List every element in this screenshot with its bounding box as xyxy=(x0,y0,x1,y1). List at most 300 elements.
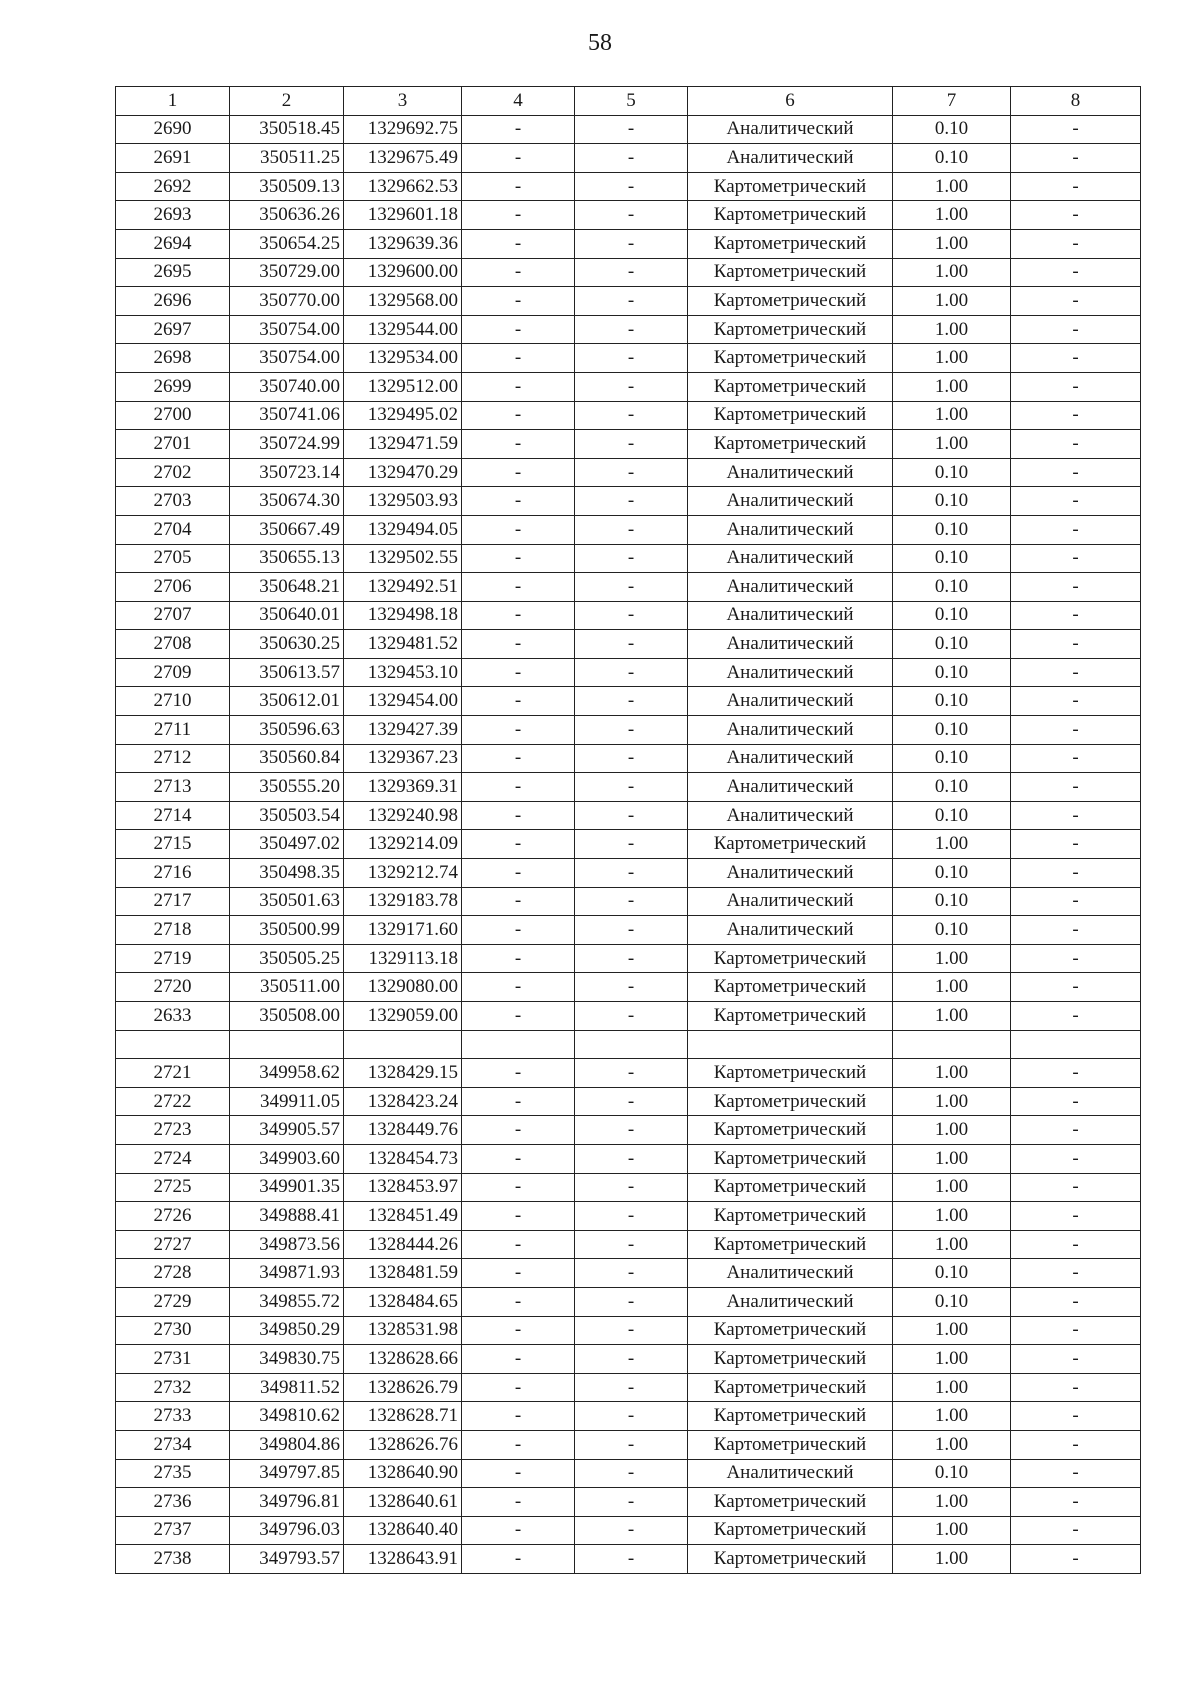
cell-method: Аналитический xyxy=(688,601,893,630)
cell-col-4: - xyxy=(462,1545,575,1574)
cell-col-8: - xyxy=(1011,1230,1141,1259)
cell-col-4: - xyxy=(462,1430,575,1459)
cell-col-5: - xyxy=(575,115,688,144)
cell-coord-y: 1328628.71 xyxy=(344,1402,462,1431)
cell-point-number: 2715 xyxy=(116,830,230,859)
cell-method: Картометрический xyxy=(688,1144,893,1173)
cell-accuracy: 1.00 xyxy=(893,229,1011,258)
table-row xyxy=(116,1230,1141,1259)
cell-col-4: - xyxy=(462,487,575,516)
cell-coord-y: 1328531.98 xyxy=(344,1316,462,1345)
cell-point-number: 2705 xyxy=(116,544,230,573)
cell-accuracy: 0.10 xyxy=(893,916,1011,945)
cell-accuracy: 1.00 xyxy=(893,1516,1011,1545)
cell-col-8: - xyxy=(1011,487,1141,516)
cell-col-4: - xyxy=(462,144,575,173)
cell-coord-y: 1329544.00 xyxy=(344,315,462,344)
cell-method: Картометрический xyxy=(688,1173,893,1202)
cell-method: Картометрический xyxy=(688,372,893,401)
cell-method: Картометрический xyxy=(688,430,893,459)
cell-coord-x: 349911.05 xyxy=(230,1087,344,1116)
cell-point-number: 2694 xyxy=(116,229,230,258)
cell-point-number: 2701 xyxy=(116,430,230,459)
cell-col-8: - xyxy=(1011,687,1141,716)
cell-col-5: - xyxy=(575,1230,688,1259)
cell-method: Аналитический xyxy=(688,515,893,544)
cell-col-8: - xyxy=(1011,515,1141,544)
cell-coord-y: 1328484.65 xyxy=(344,1287,462,1316)
cell-col-4: - xyxy=(462,115,575,144)
cell-point-number: 2698 xyxy=(116,344,230,373)
cell-coord-x: 349905.57 xyxy=(230,1116,344,1145)
cell-col-4: - xyxy=(462,1173,575,1202)
cell-coord-y: 1329113.18 xyxy=(344,944,462,973)
cell-accuracy: 0.10 xyxy=(893,487,1011,516)
cell-col-5 xyxy=(575,1030,688,1059)
cell-coord-y: 1329512.00 xyxy=(344,372,462,401)
cell-accuracy: 1.00 xyxy=(893,1002,1011,1031)
table-row xyxy=(116,1316,1141,1345)
table-row xyxy=(116,515,1141,544)
table-row xyxy=(116,1059,1141,1088)
cell-method: Аналитический xyxy=(688,544,893,573)
cell-accuracy: 0.10 xyxy=(893,573,1011,602)
cell-method: Аналитический xyxy=(688,1287,893,1316)
cell-point-number: 2727 xyxy=(116,1230,230,1259)
cell-col-8: - xyxy=(1011,1144,1141,1173)
cell-method: Картометрический xyxy=(688,1345,893,1374)
cell-accuracy: 0.10 xyxy=(893,887,1011,916)
cell-method: Картометрический xyxy=(688,344,893,373)
cell-col-5: - xyxy=(575,1430,688,1459)
cell-coord-y: 1329534.00 xyxy=(344,344,462,373)
table-row xyxy=(116,458,1141,487)
table-row xyxy=(116,944,1141,973)
cell-point-number: 2724 xyxy=(116,1144,230,1173)
cell-col-5: - xyxy=(575,687,688,716)
cell-coord-x: 349888.41 xyxy=(230,1202,344,1231)
cell-col-4: - xyxy=(462,172,575,201)
table-row xyxy=(116,287,1141,316)
cell-col-4: - xyxy=(462,544,575,573)
cell-point-number: 2729 xyxy=(116,1287,230,1316)
cell-col-5: - xyxy=(575,401,688,430)
cell-coord-x: 350500.99 xyxy=(230,916,344,945)
cell-method: Аналитический xyxy=(688,887,893,916)
cell-col-4: - xyxy=(462,229,575,258)
table-row xyxy=(116,1545,1141,1574)
cell-col-8: - xyxy=(1011,601,1141,630)
cell-col-8: - xyxy=(1011,916,1141,945)
cell-coord-y: 1328453.97 xyxy=(344,1173,462,1202)
table-row xyxy=(116,1144,1141,1173)
cell-method: Аналитический xyxy=(688,487,893,516)
cell-col-5: - xyxy=(575,1259,688,1288)
cell-col-8: - xyxy=(1011,201,1141,230)
cell-col-8: - xyxy=(1011,144,1141,173)
cell-col-8 xyxy=(1011,1030,1141,1059)
cell-point-number: 2726 xyxy=(116,1202,230,1231)
column-header-2: 2 xyxy=(230,87,344,116)
column-header-7: 7 xyxy=(893,87,1011,116)
cell-method: Картометрический xyxy=(688,1545,893,1574)
cell-accuracy: 1.00 xyxy=(893,1059,1011,1088)
cell-col-8: - xyxy=(1011,315,1141,344)
cell-col-5: - xyxy=(575,573,688,602)
table-row xyxy=(116,1430,1141,1459)
cell-coord-y: 1329675.49 xyxy=(344,144,462,173)
cell-coord-x: 350613.57 xyxy=(230,658,344,687)
cell-coord-y: 1328626.79 xyxy=(344,1373,462,1402)
cell-point-number: 2699 xyxy=(116,372,230,401)
cell-point-number: 2710 xyxy=(116,687,230,716)
cell-col-8: - xyxy=(1011,344,1141,373)
table-body xyxy=(116,115,1141,1573)
cell-point-number: 2731 xyxy=(116,1345,230,1374)
cell-method: Аналитический xyxy=(688,458,893,487)
cell-method: Аналитический xyxy=(688,773,893,802)
cell-point-number: 2728 xyxy=(116,1259,230,1288)
table-row xyxy=(116,973,1141,1002)
cell-method: Аналитический xyxy=(688,658,893,687)
cell-coord-y: 1329369.31 xyxy=(344,773,462,802)
cell-col-5: - xyxy=(575,1516,688,1545)
cell-coord-y: 1328454.73 xyxy=(344,1144,462,1173)
table-row xyxy=(116,1002,1141,1031)
cell-accuracy: 1.00 xyxy=(893,344,1011,373)
cell-accuracy: 0.10 xyxy=(893,744,1011,773)
cell-coord-x: 350667.49 xyxy=(230,515,344,544)
cell-col-4: - xyxy=(462,515,575,544)
cell-point-number: 2738 xyxy=(116,1545,230,1574)
cell-accuracy: 1.00 xyxy=(893,973,1011,1002)
cell-col-4: - xyxy=(462,973,575,1002)
cell-col-4: - xyxy=(462,744,575,773)
cell-accuracy: 1.00 xyxy=(893,287,1011,316)
cell-col-4: - xyxy=(462,1059,575,1088)
cell-coord-x: 350655.13 xyxy=(230,544,344,573)
cell-accuracy: 0.10 xyxy=(893,658,1011,687)
cell-col-5: - xyxy=(575,229,688,258)
cell-coord-x: 350555.20 xyxy=(230,773,344,802)
table-row xyxy=(116,801,1141,830)
cell-coord-x: 350740.00 xyxy=(230,372,344,401)
cell-coord-x: 350674.30 xyxy=(230,487,344,516)
cell-accuracy: 1.00 xyxy=(893,430,1011,459)
cell-method: Аналитический xyxy=(688,144,893,173)
cell-method: Аналитический xyxy=(688,687,893,716)
cell-coord-x: 349796.81 xyxy=(230,1488,344,1517)
cell-col-5: - xyxy=(575,544,688,573)
cell-col-4: - xyxy=(462,458,575,487)
table-row xyxy=(116,1459,1141,1488)
cell-coord-y: 1329171.60 xyxy=(344,916,462,945)
cell-coord-y: 1329183.78 xyxy=(344,887,462,916)
cell-coord-x: 350518.45 xyxy=(230,115,344,144)
cell-col-4: - xyxy=(462,315,575,344)
cell-col-4: - xyxy=(462,601,575,630)
table-row xyxy=(116,372,1141,401)
cell-col-5: - xyxy=(575,372,688,401)
cell-col-5: - xyxy=(575,630,688,659)
cell-point-number: 2716 xyxy=(116,859,230,888)
cell-col-8: - xyxy=(1011,573,1141,602)
cell-col-4: - xyxy=(462,1259,575,1288)
cell-col-5: - xyxy=(575,887,688,916)
cell-point-number: 2733 xyxy=(116,1402,230,1431)
table-row xyxy=(116,830,1141,859)
cell-accuracy: 1.00 xyxy=(893,172,1011,201)
cell-col-8: - xyxy=(1011,744,1141,773)
table-row xyxy=(116,1488,1141,1517)
cell-coord-x: 350497.02 xyxy=(230,830,344,859)
cell-point-number: 2709 xyxy=(116,658,230,687)
cell-method: Картометрический xyxy=(688,830,893,859)
cell-point-number: 2708 xyxy=(116,630,230,659)
table-row xyxy=(116,1402,1141,1431)
cell-col-4: - xyxy=(462,944,575,973)
cell-col-5: - xyxy=(575,258,688,287)
cell-coord-x: 350640.01 xyxy=(230,601,344,630)
cell-col-8: - xyxy=(1011,1316,1141,1345)
cell-coord-y: 1329503.93 xyxy=(344,487,462,516)
cell-col-8: - xyxy=(1011,115,1141,144)
cell-coord-y: 1328643.91 xyxy=(344,1545,462,1574)
cell-coord-x: 350741.06 xyxy=(230,401,344,430)
cell-coord-x: 350630.25 xyxy=(230,630,344,659)
table-row xyxy=(116,773,1141,802)
cell-col-8: - xyxy=(1011,1459,1141,1488)
cell-point-number: 2736 xyxy=(116,1488,230,1517)
cell-coord-x: 350729.00 xyxy=(230,258,344,287)
cell-method: Картометрический xyxy=(688,1316,893,1345)
coordinates-table xyxy=(115,86,1141,1574)
cell-col-8: - xyxy=(1011,401,1141,430)
cell-method: Картометрический xyxy=(688,172,893,201)
cell-coord-x xyxy=(230,1030,344,1059)
cell-col-8: - xyxy=(1011,716,1141,745)
cell-coord-x: 349796.03 xyxy=(230,1516,344,1545)
cell-coord-y: 1329214.09 xyxy=(344,830,462,859)
cell-point-number: 2734 xyxy=(116,1430,230,1459)
cell-accuracy: 0.10 xyxy=(893,630,1011,659)
table-row xyxy=(116,630,1141,659)
cell-method: Картометрический xyxy=(688,1373,893,1402)
table-row xyxy=(116,1345,1141,1374)
cell-accuracy xyxy=(893,1030,1011,1059)
cell-col-5: - xyxy=(575,973,688,1002)
cell-col-8: - xyxy=(1011,658,1141,687)
cell-col-4: - xyxy=(462,401,575,430)
column-header-4: 4 xyxy=(462,87,575,116)
cell-point-number: 2712 xyxy=(116,744,230,773)
cell-method: Картометрический xyxy=(688,315,893,344)
cell-coord-y: 1329502.55 xyxy=(344,544,462,573)
cell-coord-x: 349830.75 xyxy=(230,1345,344,1374)
cell-method: Аналитический xyxy=(688,744,893,773)
table-row xyxy=(116,859,1141,888)
cell-coord-x: 349811.52 xyxy=(230,1373,344,1402)
cell-col-8: - xyxy=(1011,1059,1141,1088)
cell-col-8: - xyxy=(1011,944,1141,973)
cell-col-5: - xyxy=(575,1202,688,1231)
cell-col-8: - xyxy=(1011,172,1141,201)
cell-col-5: - xyxy=(575,1545,688,1574)
table-row xyxy=(116,1202,1141,1231)
cell-coord-x: 350511.25 xyxy=(230,144,344,173)
cell-col-5: - xyxy=(575,1316,688,1345)
cell-accuracy: 0.10 xyxy=(893,515,1011,544)
cell-col-4: - xyxy=(462,801,575,830)
cell-col-8: - xyxy=(1011,1373,1141,1402)
cell-col-8: - xyxy=(1011,1173,1141,1202)
cell-point-number: 2730 xyxy=(116,1316,230,1345)
table-header-row xyxy=(116,87,1141,116)
cell-coord-x: 350636.26 xyxy=(230,201,344,230)
cell-point-number: 2693 xyxy=(116,201,230,230)
cell-col-8: - xyxy=(1011,1259,1141,1288)
cell-method: Картометрический xyxy=(688,1402,893,1431)
cell-col-4: - xyxy=(462,1287,575,1316)
cell-point-number: 2700 xyxy=(116,401,230,430)
cell-method: Картометрический xyxy=(688,1059,893,1088)
cell-col-5: - xyxy=(575,1116,688,1145)
table-row xyxy=(116,201,1141,230)
cell-accuracy: 1.00 xyxy=(893,1373,1011,1402)
cell-col-4: - xyxy=(462,1116,575,1145)
cell-point-number: 2704 xyxy=(116,515,230,544)
cell-accuracy: 1.00 xyxy=(893,1116,1011,1145)
cell-coord-y: 1329498.18 xyxy=(344,601,462,630)
cell-coord-x: 349797.85 xyxy=(230,1459,344,1488)
cell-accuracy: 0.10 xyxy=(893,859,1011,888)
cell-coord-y: 1328444.26 xyxy=(344,1230,462,1259)
cell-col-8: - xyxy=(1011,973,1141,1002)
table-row xyxy=(116,1287,1141,1316)
table-row xyxy=(116,544,1141,573)
cell-point-number: 2703 xyxy=(116,487,230,516)
table-row xyxy=(116,1516,1141,1545)
table-row xyxy=(116,1259,1141,1288)
cell-col-5: - xyxy=(575,287,688,316)
cell-col-5: - xyxy=(575,1144,688,1173)
cell-coord-y: 1329692.75 xyxy=(344,115,462,144)
cell-coord-x: 350511.00 xyxy=(230,973,344,1002)
table-row xyxy=(116,573,1141,602)
cell-accuracy: 1.00 xyxy=(893,258,1011,287)
cell-col-5: - xyxy=(575,944,688,973)
cell-accuracy: 1.00 xyxy=(893,201,1011,230)
page-number: 58 xyxy=(588,30,612,56)
table-row xyxy=(116,887,1141,916)
cell-coord-x: 350560.84 xyxy=(230,744,344,773)
table-row xyxy=(116,1030,1141,1059)
cell-coord-x: 350612.01 xyxy=(230,687,344,716)
table-row xyxy=(116,144,1141,173)
cell-method: Аналитический xyxy=(688,859,893,888)
cell-method xyxy=(688,1030,893,1059)
cell-col-5: - xyxy=(575,1345,688,1374)
cell-col-4: - xyxy=(462,287,575,316)
cell-method: Картометрический xyxy=(688,229,893,258)
cell-col-8: - xyxy=(1011,630,1141,659)
cell-col-4: - xyxy=(462,372,575,401)
cell-col-4: - xyxy=(462,630,575,659)
cell-coord-y: 1328640.90 xyxy=(344,1459,462,1488)
cell-coord-x: 350503.54 xyxy=(230,801,344,830)
cell-col-5: - xyxy=(575,716,688,745)
cell-col-4: - xyxy=(462,1516,575,1545)
cell-col-4: - xyxy=(462,1230,575,1259)
cell-coord-x: 350505.25 xyxy=(230,944,344,973)
cell-col-4: - xyxy=(462,344,575,373)
cell-col-8: - xyxy=(1011,1002,1141,1031)
table-row xyxy=(116,315,1141,344)
table-row xyxy=(116,716,1141,745)
cell-coord-x: 349958.62 xyxy=(230,1059,344,1088)
table-row xyxy=(116,1087,1141,1116)
cell-col-4: - xyxy=(462,1002,575,1031)
cell-col-4: - xyxy=(462,201,575,230)
column-header-5: 5 xyxy=(575,87,688,116)
column-header-1: 1 xyxy=(116,87,230,116)
table-row xyxy=(116,1173,1141,1202)
cell-col-5: - xyxy=(575,1459,688,1488)
cell-accuracy: 1.00 xyxy=(893,1230,1011,1259)
cell-col-4: - xyxy=(462,1345,575,1374)
cell-coord-x: 350654.25 xyxy=(230,229,344,258)
cell-col-4: - xyxy=(462,1459,575,1488)
cell-col-5: - xyxy=(575,773,688,802)
cell-col-4: - xyxy=(462,658,575,687)
cell-coord-x: 350724.99 xyxy=(230,430,344,459)
cell-accuracy: 0.10 xyxy=(893,716,1011,745)
cell-point-number: 2725 xyxy=(116,1173,230,1202)
cell-accuracy: 1.00 xyxy=(893,1173,1011,1202)
cell-accuracy: 0.10 xyxy=(893,1459,1011,1488)
cell-point-number: 2718 xyxy=(116,916,230,945)
cell-coord-y: 1329662.53 xyxy=(344,172,462,201)
cell-col-4: - xyxy=(462,1373,575,1402)
cell-col-5: - xyxy=(575,487,688,516)
cell-point-number: 2690 xyxy=(116,115,230,144)
cell-point-number: 2691 xyxy=(116,144,230,173)
cell-point-number: 2719 xyxy=(116,944,230,973)
cell-coord-x: 349810.62 xyxy=(230,1402,344,1431)
cell-coord-y: 1329601.18 xyxy=(344,201,462,230)
cell-col-8: - xyxy=(1011,1402,1141,1431)
cell-coord-x: 350754.00 xyxy=(230,344,344,373)
cell-col-4 xyxy=(462,1030,575,1059)
cell-col-8: - xyxy=(1011,1545,1141,1574)
cell-method: Картометрический xyxy=(688,1002,893,1031)
cell-accuracy: 1.00 xyxy=(893,401,1011,430)
cell-point-number: 2706 xyxy=(116,573,230,602)
cell-accuracy: 1.00 xyxy=(893,830,1011,859)
cell-accuracy: 1.00 xyxy=(893,315,1011,344)
cell-col-4: - xyxy=(462,573,575,602)
cell-col-8: - xyxy=(1011,1087,1141,1116)
cell-col-4: - xyxy=(462,1202,575,1231)
cell-accuracy: 0.10 xyxy=(893,687,1011,716)
cell-method: Картометрический xyxy=(688,1516,893,1545)
cell-accuracy: 1.00 xyxy=(893,1430,1011,1459)
cell-col-5: - xyxy=(575,1087,688,1116)
cell-col-5: - xyxy=(575,344,688,373)
cell-col-5: - xyxy=(575,830,688,859)
cell-coord-x: 349873.56 xyxy=(230,1230,344,1259)
cell-method: Картометрический xyxy=(688,1087,893,1116)
